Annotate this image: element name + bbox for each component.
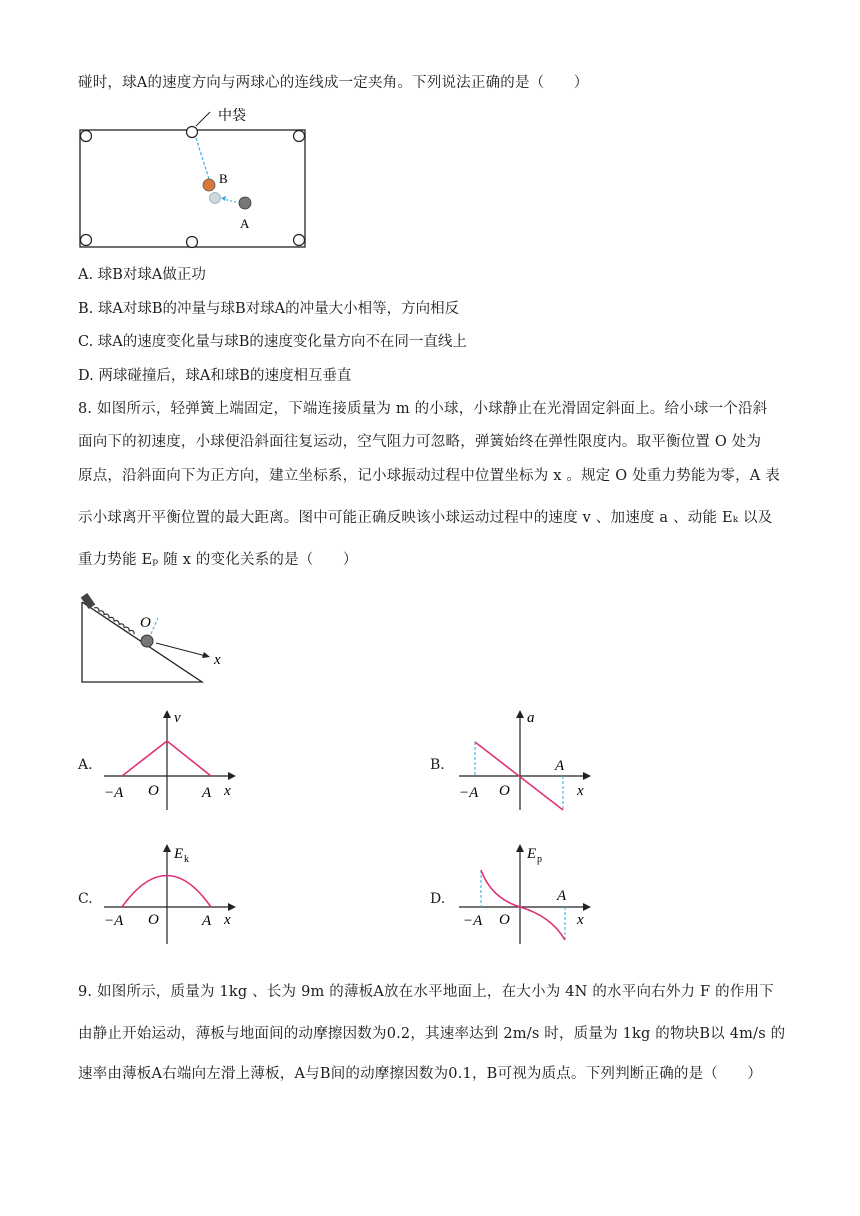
svg-text:O: O [148,912,159,928]
svg-text:O: O [499,783,510,799]
graph-c-kinetic-energy [100,840,245,954]
ball-b [203,179,215,191]
billiard-table-figure [78,104,318,256]
graph-c-option: C. [78,891,93,907]
pocket-label: 中袋 [218,109,246,124]
incline-spring-figure [78,592,238,691]
q8-line-1: 8. 如图所示，轻弹簧上端固定，下端连接质量为 m 的小球，小球静止在光滑固定斜面上。给小球一个沿斜 [78,401,768,417]
table-outline [80,130,305,247]
q8-line-2: 面向下的初速度，小球便沿斜面往复运动，空气阻力可忽略，弹簧始终在弹性限度内。取平衡位置 O 处为 [78,434,762,450]
svg-text:x: x [224,912,231,928]
graph-d-option: D. [430,891,446,907]
pocket-bottom-right [294,235,305,246]
ball-b-label: B [219,171,228,186]
svg-text:a: a [527,710,535,726]
q9-line-2: 由静止开始运动，薄板与地面间的动摩擦因数为0.2，其速率达到 2m/s 时，质量为 1kg 的物块B以 4m/s 的 [78,1026,786,1042]
graph-b-option: B. [430,757,445,773]
svg-text:−A: −A [463,913,483,929]
graph-a-option: A. [78,757,93,773]
ball [141,635,153,647]
q7-intro: 碰时，球A的速度方向与两球心的连线成一定夹角。下列说法正确的是（ ） [78,75,589,91]
svg-text:−A: −A [459,785,479,801]
ball-a-label: A [240,216,250,231]
q7-option-c: C. 球A的速度变化量与球B的速度变化量方向不在同一直线上 [78,334,467,350]
svg-text:x: x [224,783,231,799]
svg-text:A: A [202,785,212,801]
spring [94,606,135,634]
pocket-top-middle [187,127,198,138]
ball-a [239,197,251,209]
svg-text:−A: −A [104,785,124,801]
svg-text:k: k [184,854,189,865]
x-axis-label: x [214,652,221,668]
svg-text:x: x [577,783,584,799]
q7-option-d: D. 两球碰撞后，球A和球B的速度相互垂直 [78,368,352,384]
svg-text:x: x [577,912,584,928]
svg-text:−A: −A [104,913,124,929]
svg-text:p: p [537,854,542,865]
q8-line-5: 重力势能 Eₚ 随 x 的变化关系的是（ ） [78,552,358,568]
graph-a-velocity [100,706,245,820]
svg-text:E: E [527,846,537,862]
graph-b-acceleration [455,706,600,820]
graph-d-potential-energy [455,840,600,954]
svg-text:A: A [202,913,212,929]
q9-line-1: 9. 如图所示，质量为 1kg 、长为 9m 的薄板A放在水平地面上，在大小为 4N 的水平向右外力 F 的作用下 [78,984,774,1000]
origin-label: O [140,615,151,631]
q7-option-a: A. 球B对球A做正功 [78,267,206,283]
q7-option-b: B. 球A对球B的冲量与球B对球A的冲量大小相等，方向相反 [78,301,460,317]
svg-text:A: A [557,888,567,904]
svg-text:A: A [555,758,565,774]
svg-text:v: v [174,710,181,726]
svg-text:O: O [499,912,510,928]
svg-text:O: O [148,783,159,799]
potential-energy-curve [481,870,565,940]
q9-line-3: 速率由薄板A右端向左滑上薄板，A与B间的动摩擦因数为0.1，B可视为质点。下列判断正确的是（ ） [78,1066,763,1082]
pocket-bottom-left [81,235,92,246]
pocket-top-right [294,131,305,142]
pocket-top-left [81,131,92,142]
q8-line-3: 原点，沿斜面向下为正方向，建立坐标系，记小球振动过程中位置坐标为 x 。规定 O 处重力势能为零，A 表 [78,468,780,484]
svg-text:E: E [174,846,184,862]
q8-line-4: 示小球离开平衡位置的最大距离。图中可能正确反映该小球运动过程中的速度 v 、加速度 a 、动能 Eₖ 以及 [78,510,773,526]
wall-mount [81,593,96,609]
pocket-bottom-middle [187,237,198,248]
